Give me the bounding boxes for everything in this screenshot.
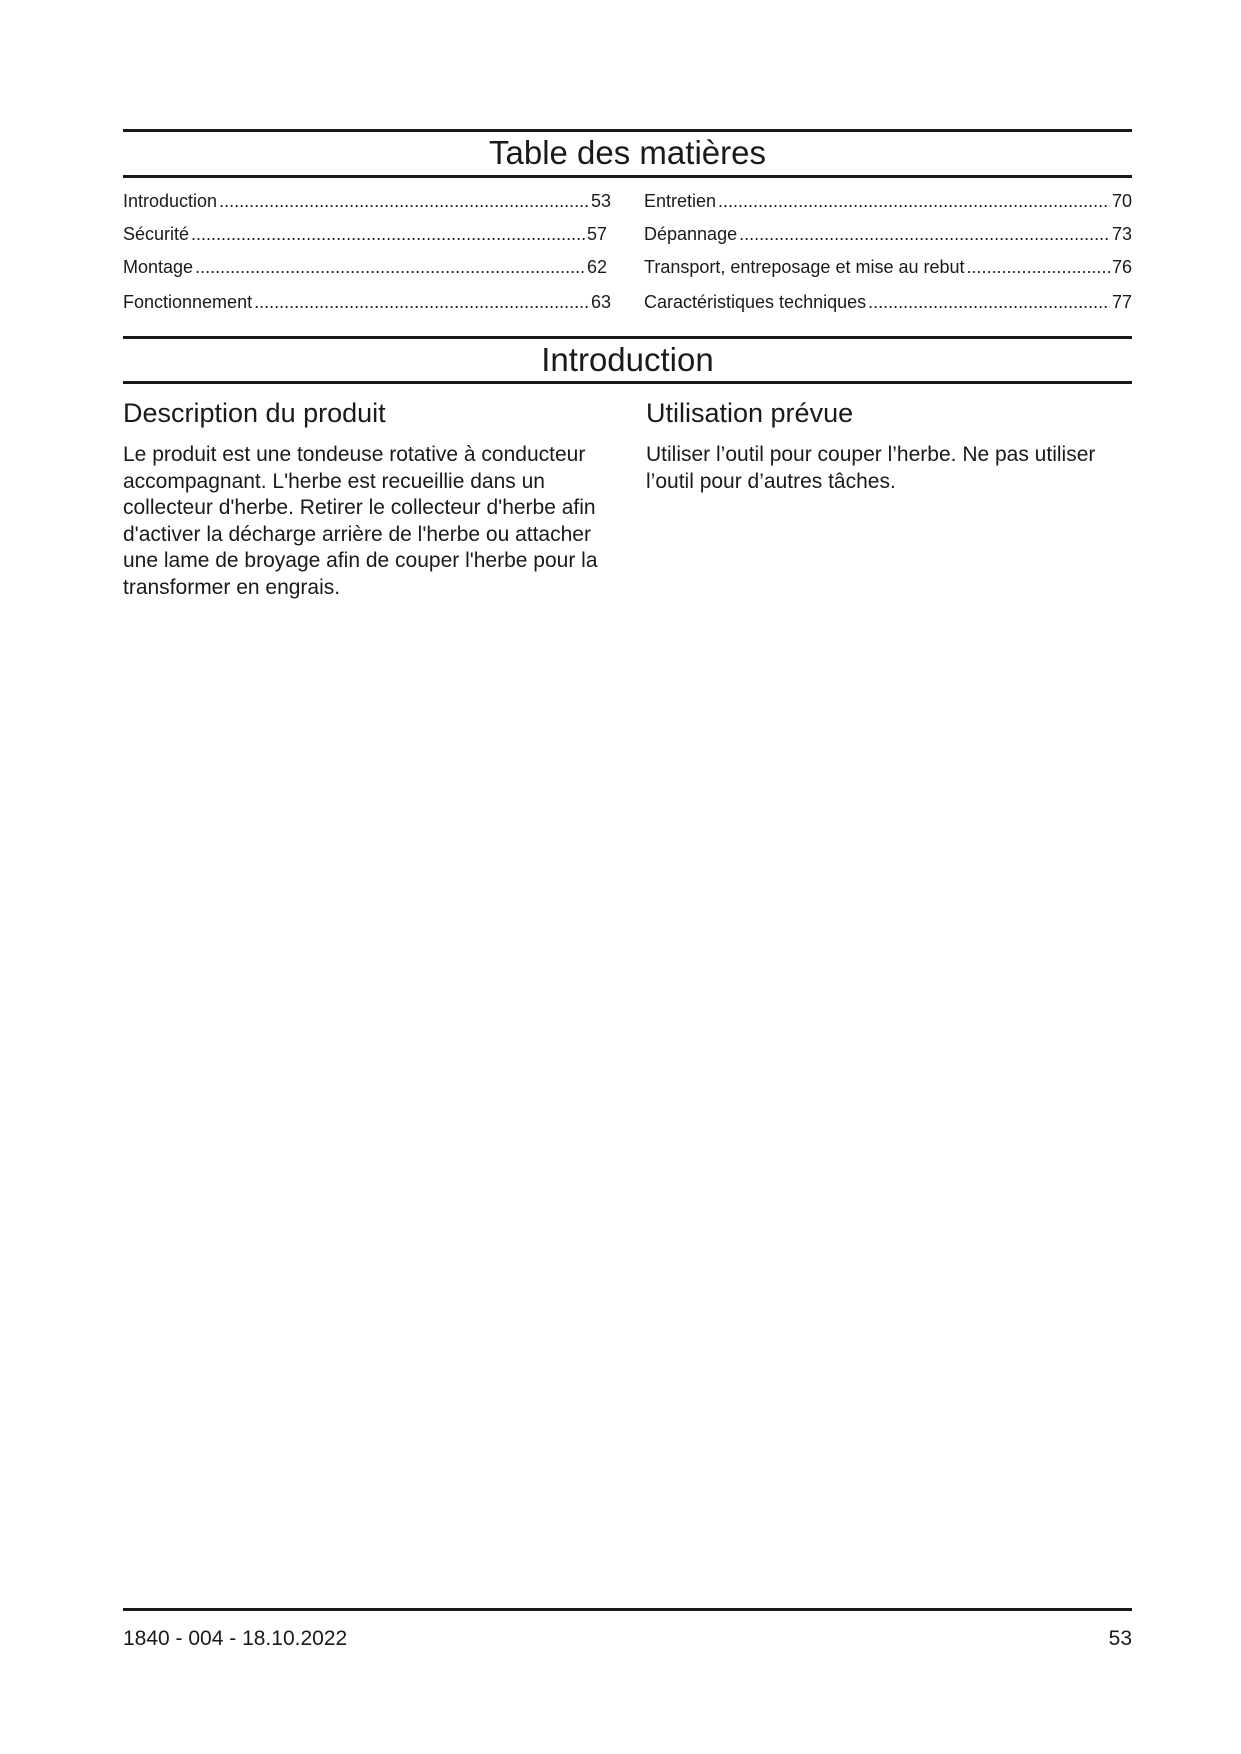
toc-leader-dots bbox=[868, 291, 1110, 313]
product-description-heading: Description du produit bbox=[123, 398, 386, 428]
toc-left-column bbox=[123, 190, 611, 313]
toc-entry-transport[interactable] bbox=[644, 256, 1132, 278]
toc-leader-dots bbox=[967, 256, 1110, 278]
toc-entry-label: Introduction bbox=[123, 191, 218, 211]
intended-use-text: Utiliser l’outil pour couper l’herbe. Ne pas utiliser l’outil pour d’autres tâches. bbox=[646, 443, 1096, 493]
toc-entry-page: 53 bbox=[590, 191, 611, 211]
toc-entry-label: Fonctionnement bbox=[123, 292, 253, 312]
toc-title: Table des matières bbox=[489, 134, 766, 171]
toc-entry-montage[interactable] bbox=[123, 256, 611, 278]
intro-title: Introduction bbox=[541, 341, 714, 378]
toc-leader-dots bbox=[191, 223, 585, 245]
toc-leader-dots bbox=[254, 291, 589, 313]
toc-entry-page: 57 bbox=[586, 224, 607, 244]
toc-entry-page: 70 bbox=[1111, 191, 1132, 211]
toc-entry-fonctionnement[interactable] bbox=[123, 291, 611, 313]
toc-entry-label: Transport, entreposage et mise au rebut bbox=[644, 257, 965, 277]
intro-top-rule bbox=[123, 336, 1132, 339]
toc-entry-page: 76 bbox=[1111, 257, 1132, 277]
toc-entry-label: Entretien bbox=[644, 191, 717, 211]
product-description-text: Le produit est une tondeuse rotative à conducteur accompagnant. L'herbe est recueillie dans un collecteur d'herbe. Retirer le collecteur d'herbe afin d'activer la décharge arrière de l'herbe ou attacher une lame de broyage afin de couper l'herbe pour la transformer en engrais. bbox=[123, 443, 598, 599]
toc-entry-page: 62 bbox=[586, 257, 607, 277]
toc-entry-page: 63 bbox=[590, 292, 611, 312]
footer-doc-reference: 1840 - 004 - 18.10.2022 bbox=[123, 1627, 348, 1650]
toc-leader-dots bbox=[739, 223, 1110, 245]
toc-entry-entretien[interactable] bbox=[644, 190, 1132, 212]
toc-entry-securite[interactable] bbox=[123, 223, 611, 245]
toc-entry-depannage[interactable] bbox=[644, 223, 1132, 245]
toc-entry-label: Dépannage bbox=[644, 224, 738, 244]
toc-leader-dots bbox=[219, 190, 589, 212]
intended-use-heading: Utilisation prévue bbox=[646, 398, 854, 428]
toc-entry-caracteristiques[interactable] bbox=[644, 291, 1132, 313]
toc-entry-label: Caractéristiques techniques bbox=[644, 292, 867, 312]
toc-leader-dots bbox=[718, 190, 1110, 212]
toc-leader-dots bbox=[195, 256, 585, 278]
intro-bottom-rule bbox=[123, 381, 1132, 384]
toc-entry-page: 77 bbox=[1111, 292, 1132, 312]
toc-entry-label: Sécurité bbox=[123, 224, 190, 244]
footer-page-number: 53 bbox=[1108, 1627, 1132, 1650]
footer-rule bbox=[123, 1608, 1132, 1611]
toc-top-rule bbox=[123, 129, 1132, 132]
toc-entry-page: 73 bbox=[1111, 224, 1132, 244]
toc-right-column bbox=[644, 190, 1132, 313]
toc-bottom-rule bbox=[123, 175, 1132, 178]
toc-entry-label: Montage bbox=[123, 257, 194, 277]
toc-entry-introduction[interactable] bbox=[123, 190, 611, 212]
